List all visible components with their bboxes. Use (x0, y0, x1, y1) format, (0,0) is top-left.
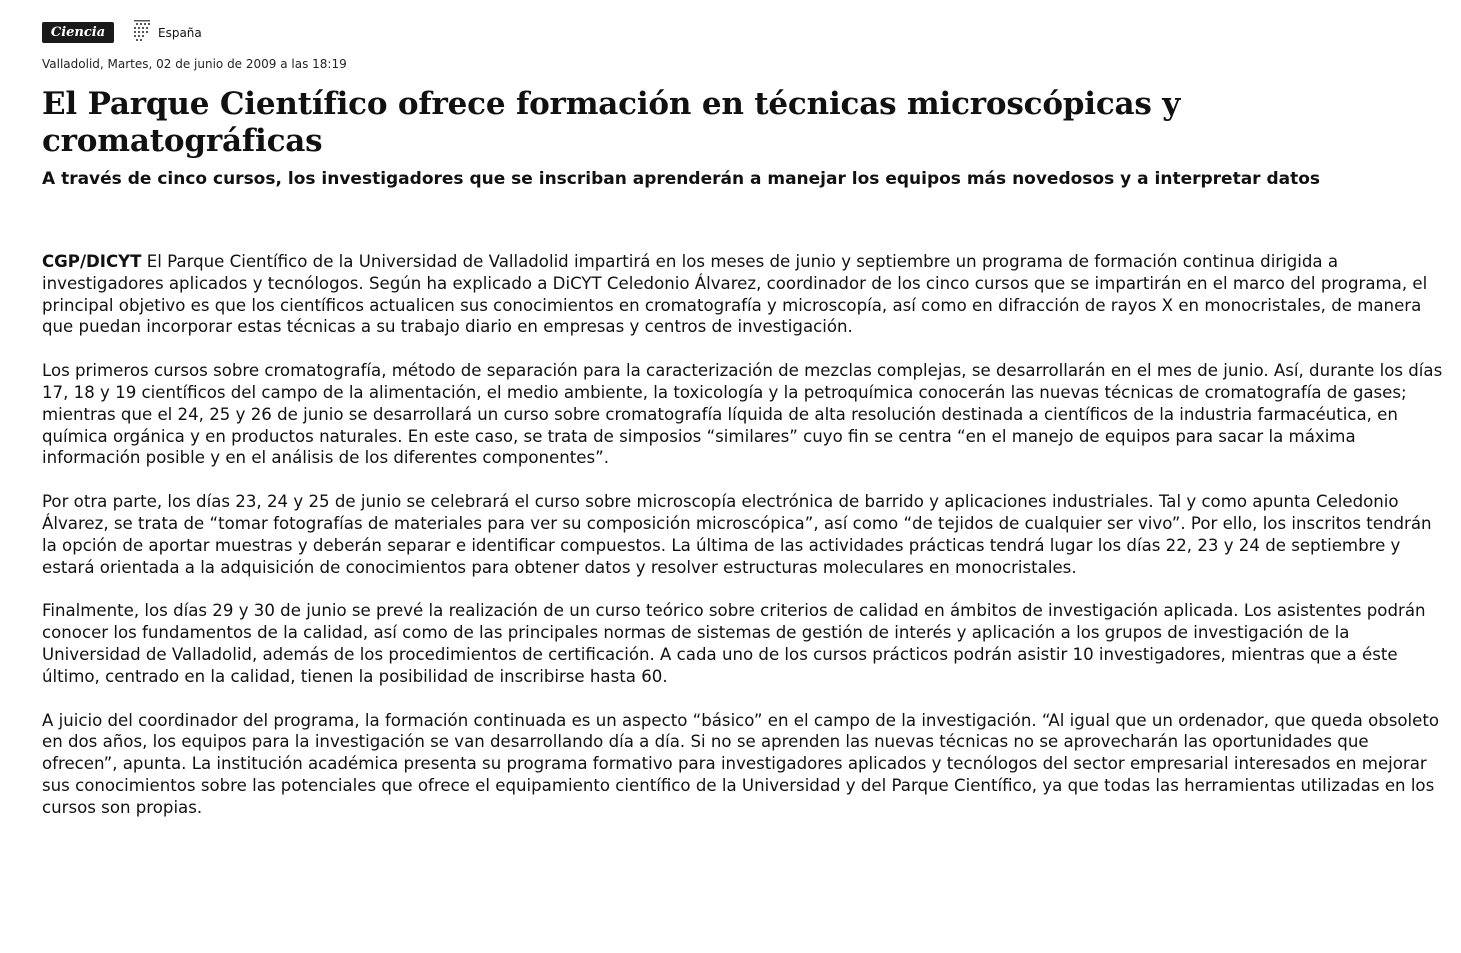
body-paragraph: Finalmente, los días 29 y 30 de junio se prevé la realización de un curso teórico sobre criterios de calidad en ámbitos de investigación aplicada. Los asistentes podrán conocer los fundamentos de la calidad, así como de las principales normas de sistemas de gestión de interés y aplicación a los grupos de investigación de la Universidad de Valladolid, además de los procedimientos de certificación. A cada uno de los cursos prácticos podrán asistir 10 investigadores, mientras que a éste último, centrado en la calidad, tienen la posibilidad de inscribirse hasta 60. (42, 601, 1426, 686)
section-label: Ciencia (42, 22, 114, 43)
lead-text: El Parque Científico de la Universidad de Valladolid impartirá en los meses de junio y septiembre un programa de formación continua dirigida a investigadores aplicados y tecnólogos. Según ha explicado a DiCYT Celedonio Álvarez, coordinador de los cinco cursos que se impartirán en el marco del programa, el principal objetivo es que los científicos actualicen sus conocimientos en cromatografía y microscopía, así como en difracción de rayos X en monocristales, de manera que puedan incorporar estas técnicas a su trabajo diario en empresas y centros de investigación. (42, 252, 1428, 337)
section-header (42, 20, 202, 44)
body-paragraph: Los primeros cursos sobre cromatografía, método de separación para la caracterización de mezclas complejas, se desarrollarán en el mes de junio. Así, durante los días 17, 18 y 19 científicos del campo de la alimentación, el medio ambiente, la toxicología y la petroquímica conocerán las nuevas técnicas de cromatografía de gases; mientras que el 24, 25 y 26 de junio se desarrollará un curso sobre cromatografía líquida de alta resolución destinada a científicos de la industria farmacéutica, en química orgánica y en productos naturales. En este caso, se trata de simposios “similares” cuyo fin se centra “en el manejo de equipos para sacar la máxima información posible y en el análisis de los diferentes componentes”. (42, 361, 1443, 468)
article-body (42, 251, 1445, 841)
grid-map-logo-icon (128, 20, 156, 44)
byline: CGP/DICYT (42, 252, 142, 271)
article-subheadline: A través de cinco cursos, los investigadores que se inscriban aprenderán a manejar los equipos más novedosos y a interpretar datos (42, 169, 1321, 189)
lead-paragraph (42, 251, 1445, 338)
edition-label: España (158, 26, 202, 40)
body-paragraph: Por otra parte, los días 23, 24 y 25 de junio se celebrará el curso sobre microscopía electrónica de barrido y aplicaciones industriales. Tal y como apunta Celedonio Álvarez, se trata de “tomar fotografías de materiales para ver su composición microscópica”, así como “de tejidos de cualquier ser vivo”. Por ello, los inscritos tendrán la opción de aportar muestras y deberán separar e identificar compuestos. La última de las actividades prácticas tendrá lugar los días 22, 23 y 24 de septiembre y estará orientada a la adquisición de conocimientos para obtener datos y resolver estructuras moleculares en monocristales. (42, 492, 1432, 577)
body-paragraph: A juicio del coordinador del programa, la formación continuada es un aspecto “básico” en el campo de la investigación. “Al igual que un ordenador, que queda obsoleto en dos años, los equipos para la investigación se van desarrollando día a día. Si no se aprenden las nuevas técnicas no se aprovecharán las oportunidades que ofrecen”, apunta. La institución académica presenta su programa formativo para investigadores aplicados y tecnólogos del sector empresarial interesados en mejorar sus conocimientos sobre las potenciales que ofrece el equipamiento científico de la Universidad y del Parque Científico, ya que todas las herramientas utilizadas en los cursos son propias. (42, 710, 1440, 817)
dateline: Valladolid, Martes, 02 de junio de 2009 a las 18:19 (42, 57, 347, 71)
article-headline: El Parque Científico ofrece formación en técnicas microscópicas y cromatográficas (42, 86, 1181, 159)
